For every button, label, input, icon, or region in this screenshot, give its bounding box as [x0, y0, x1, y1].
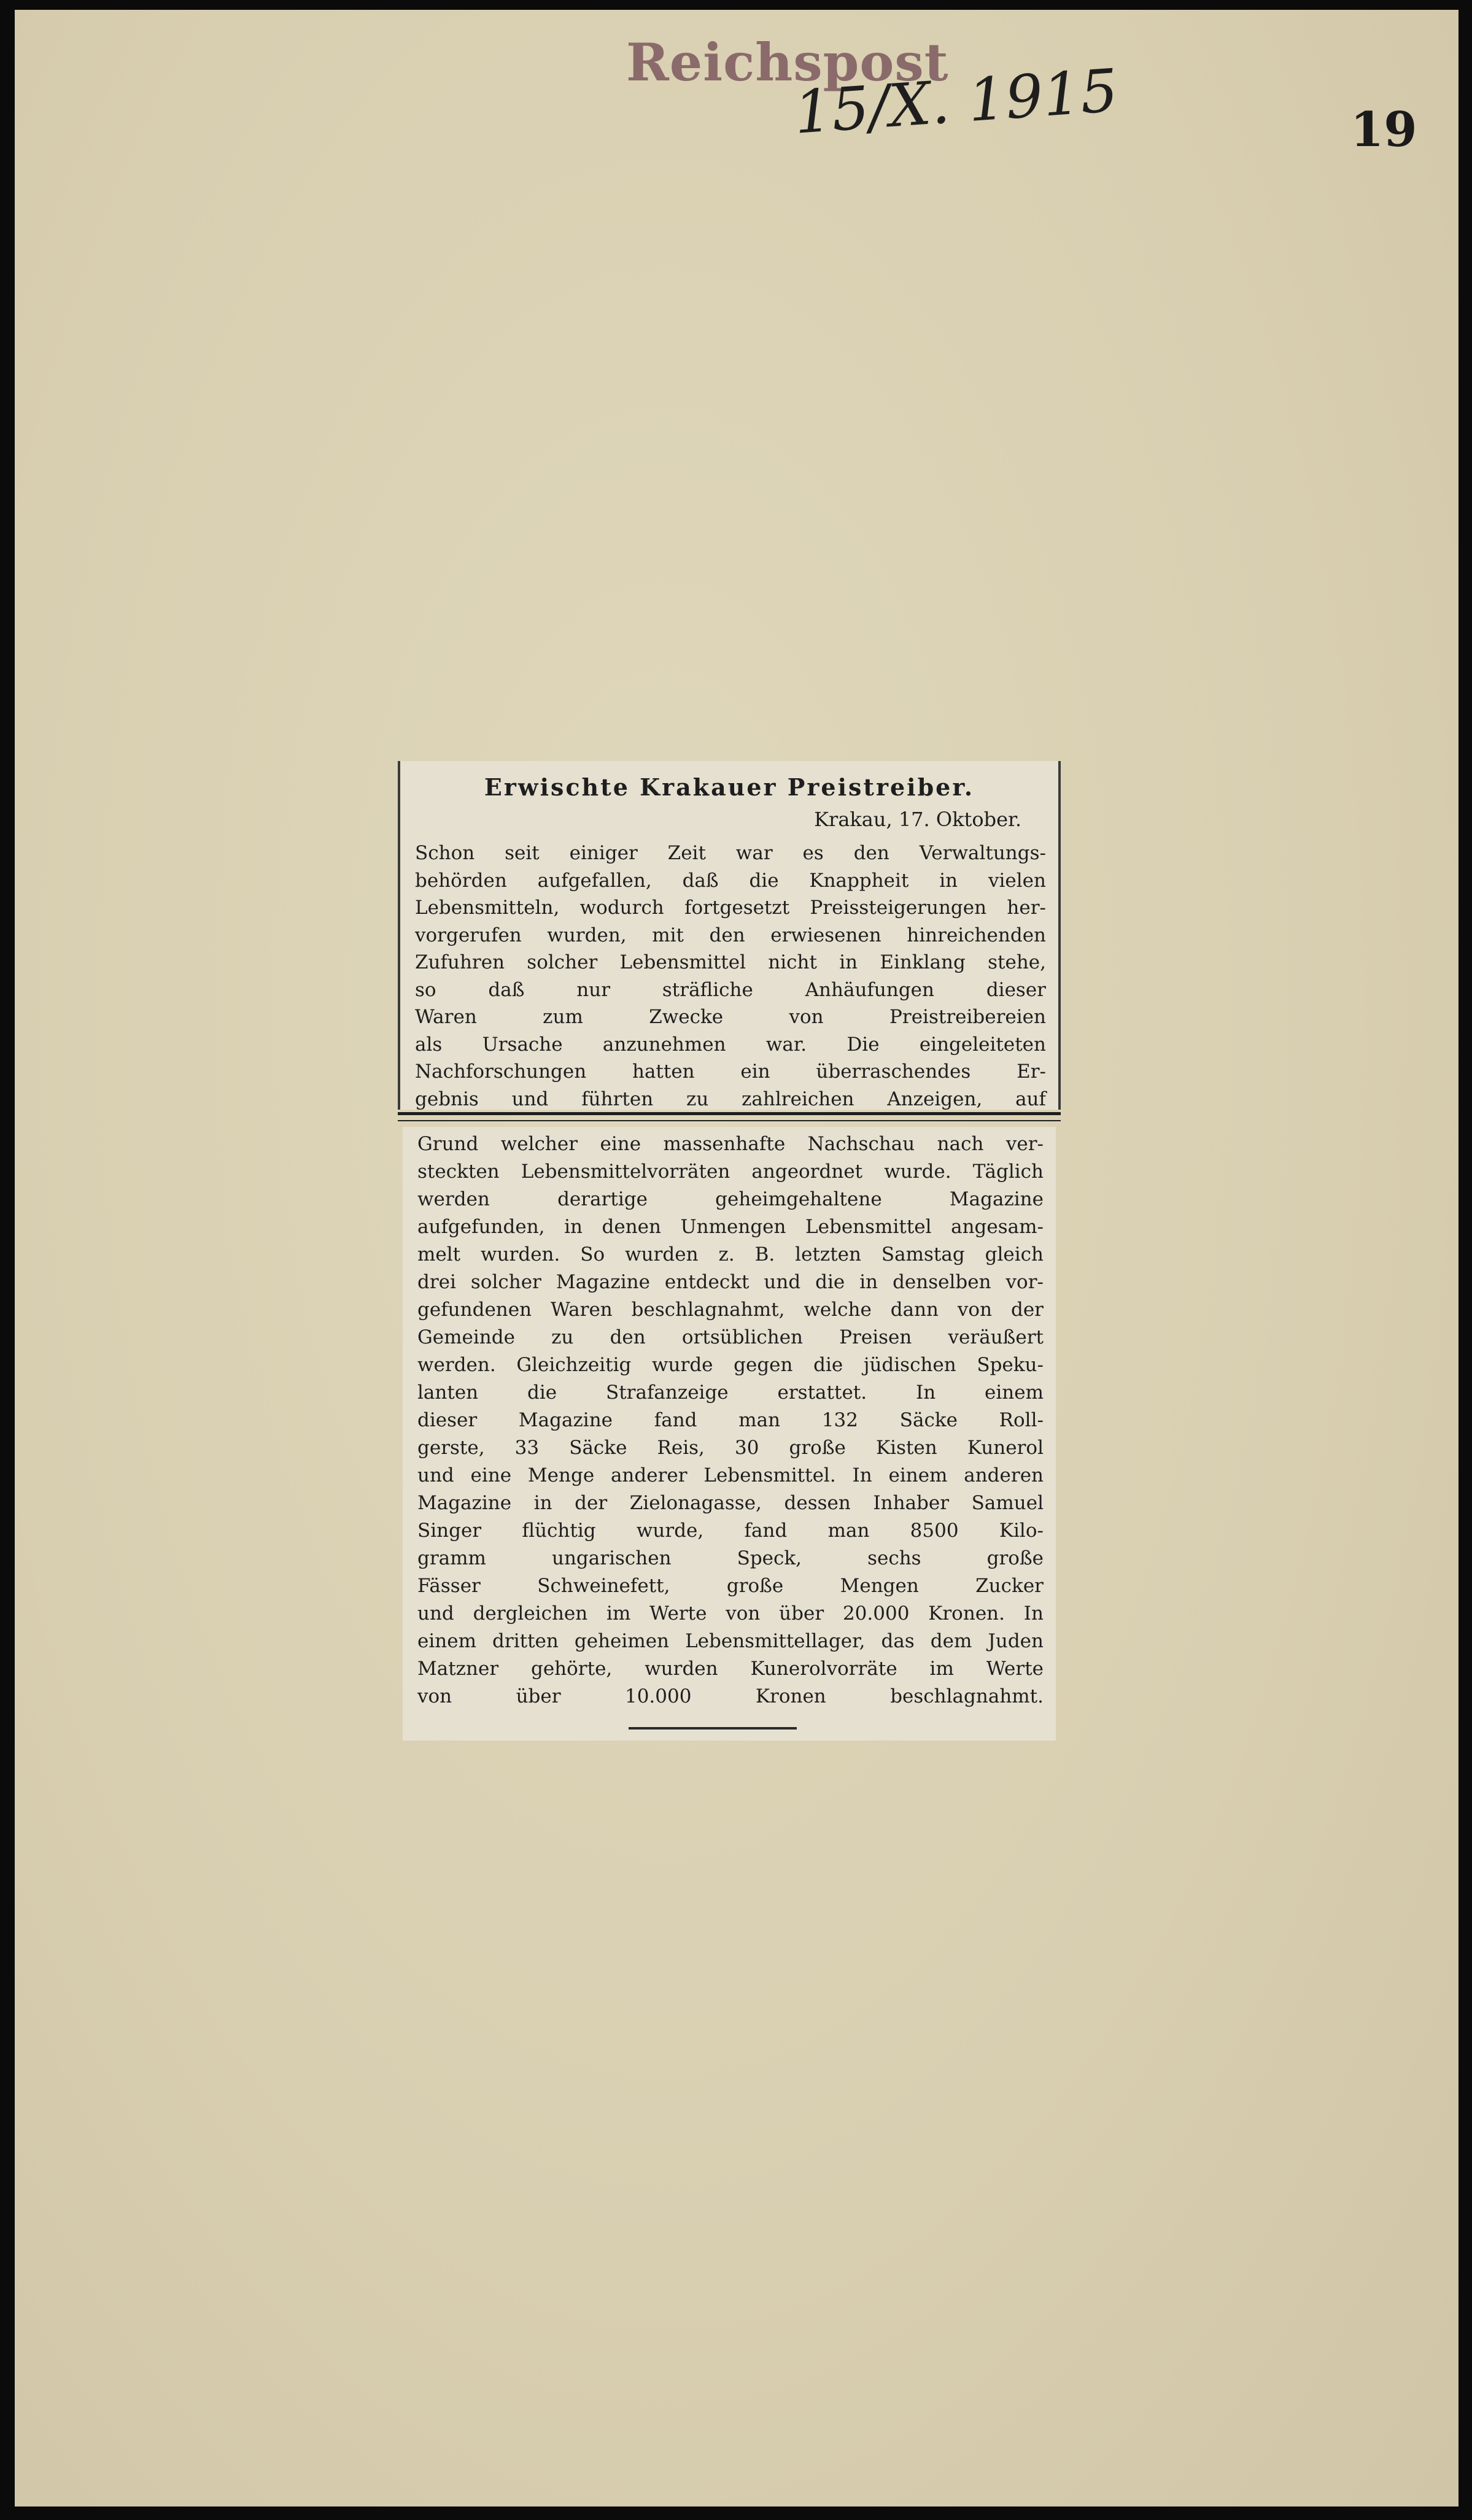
article-body-part-1 [415, 840, 1046, 1113]
article-line: behörden aufgefallen, daß die Knappheit in vielen [415, 869, 1046, 892]
article-line: Nachforschungen hatten ein überraschendes Er- [415, 1061, 1046, 1083]
article-line: werden. Gleichzeitig wurde gegen die jüdischen Speku- [417, 1354, 1044, 1376]
article-line: Matzner gehörte, wurden Kunerolvorräte im Werte [417, 1658, 1044, 1680]
article-line: drei solcher Magazine entdeckt und die in denselben vor- [417, 1271, 1044, 1293]
clipping-part-1 [398, 761, 1061, 1110]
article-line: vorgerufen wurden, mit den erwiesenen hinreichenden [415, 924, 1046, 946]
article-line: und dergleichen im Werte von über 20.000 Kronen. In [417, 1602, 1044, 1625]
clipping-part-2 [403, 1127, 1056, 1741]
article-headline: Erwischte Krakauer Preistreiber. [484, 773, 975, 801]
article-line: als Ursache anzunehmen war. Die eingeleiteten [415, 1033, 1046, 1056]
article-line: Singer flüchtig wurde, fand man 8500 Kilo- [417, 1520, 1044, 1542]
article-line: steckten Lebensmittelvorräten angeordnet wurde. Täglich [417, 1161, 1044, 1183]
newspaper-stamp: Reichspost [626, 32, 949, 93]
article-line: Grund welcher eine massenhafte Nachschau nach ver- [417, 1133, 1044, 1155]
article-end-rule [629, 1727, 797, 1730]
article-line: einem dritten geheimen Lebensmittellager, das dem Juden [417, 1630, 1044, 1652]
article-line: und eine Menge anderer Lebensmittel. In einem anderen [417, 1464, 1044, 1486]
article-line: gebnis und führten zu zahlreichen Anzeigen, auf [415, 1088, 1046, 1110]
article-line: gramm ungarischen Speck, sechs große [417, 1547, 1044, 1569]
article-line: lanten die Strafanzeige erstattet. In einem [417, 1382, 1044, 1404]
article-line: werden derartige geheimgehaltene Magazine [417, 1188, 1044, 1210]
article-line: gefundenen Waren beschlagnahmt, welche dann von der [417, 1299, 1044, 1321]
article-line: Magazine in der Zielonagasse, dessen Inhaber Samuel [417, 1492, 1044, 1514]
article-line: Schon seit einiger Zeit war es den Verwaltungs- [415, 842, 1046, 864]
article-body-part-2 [417, 1131, 1044, 1710]
article-line: melt wurden. So wurden z. B. letzten Samstag gleich [417, 1243, 1044, 1266]
article-dateline: Krakau, 17. Oktober. [814, 808, 1021, 831]
article-line: Lebensmitteln, wodurch fortgesetzt Preissteigerungen her- [415, 897, 1046, 919]
article-line: Waren zum Zwecke von Preistreibereien [415, 1006, 1046, 1028]
article-line: Gemeinde zu den ortsüblichen Preisen veräußert [417, 1326, 1044, 1348]
article-line: von über 10.000 Kronen beschlagnahmt. [417, 1685, 1044, 1707]
handwritten-date: 15/X. 1915 [792, 56, 1120, 147]
article-line: so daß nur sträfliche Anhäufungen dieser [415, 978, 1046, 1001]
article-line: Zufuhren solcher Lebensmittel nicht in Einklang stehe, [415, 951, 1046, 973]
page-number: 19 [1350, 102, 1417, 158]
article-line: gerste, 33 Säcke Reis, 30 große Kisten Kunerol [417, 1437, 1044, 1459]
article-line: dieser Magazine fand man 132 Säcke Roll- [417, 1409, 1044, 1431]
column-break-rule [398, 1112, 1061, 1121]
article-line: Fässer Schweinefett, große Mengen Zucker [417, 1575, 1044, 1597]
article-line: aufgefunden, in denen Unmengen Lebensmittel angesam- [417, 1216, 1044, 1238]
